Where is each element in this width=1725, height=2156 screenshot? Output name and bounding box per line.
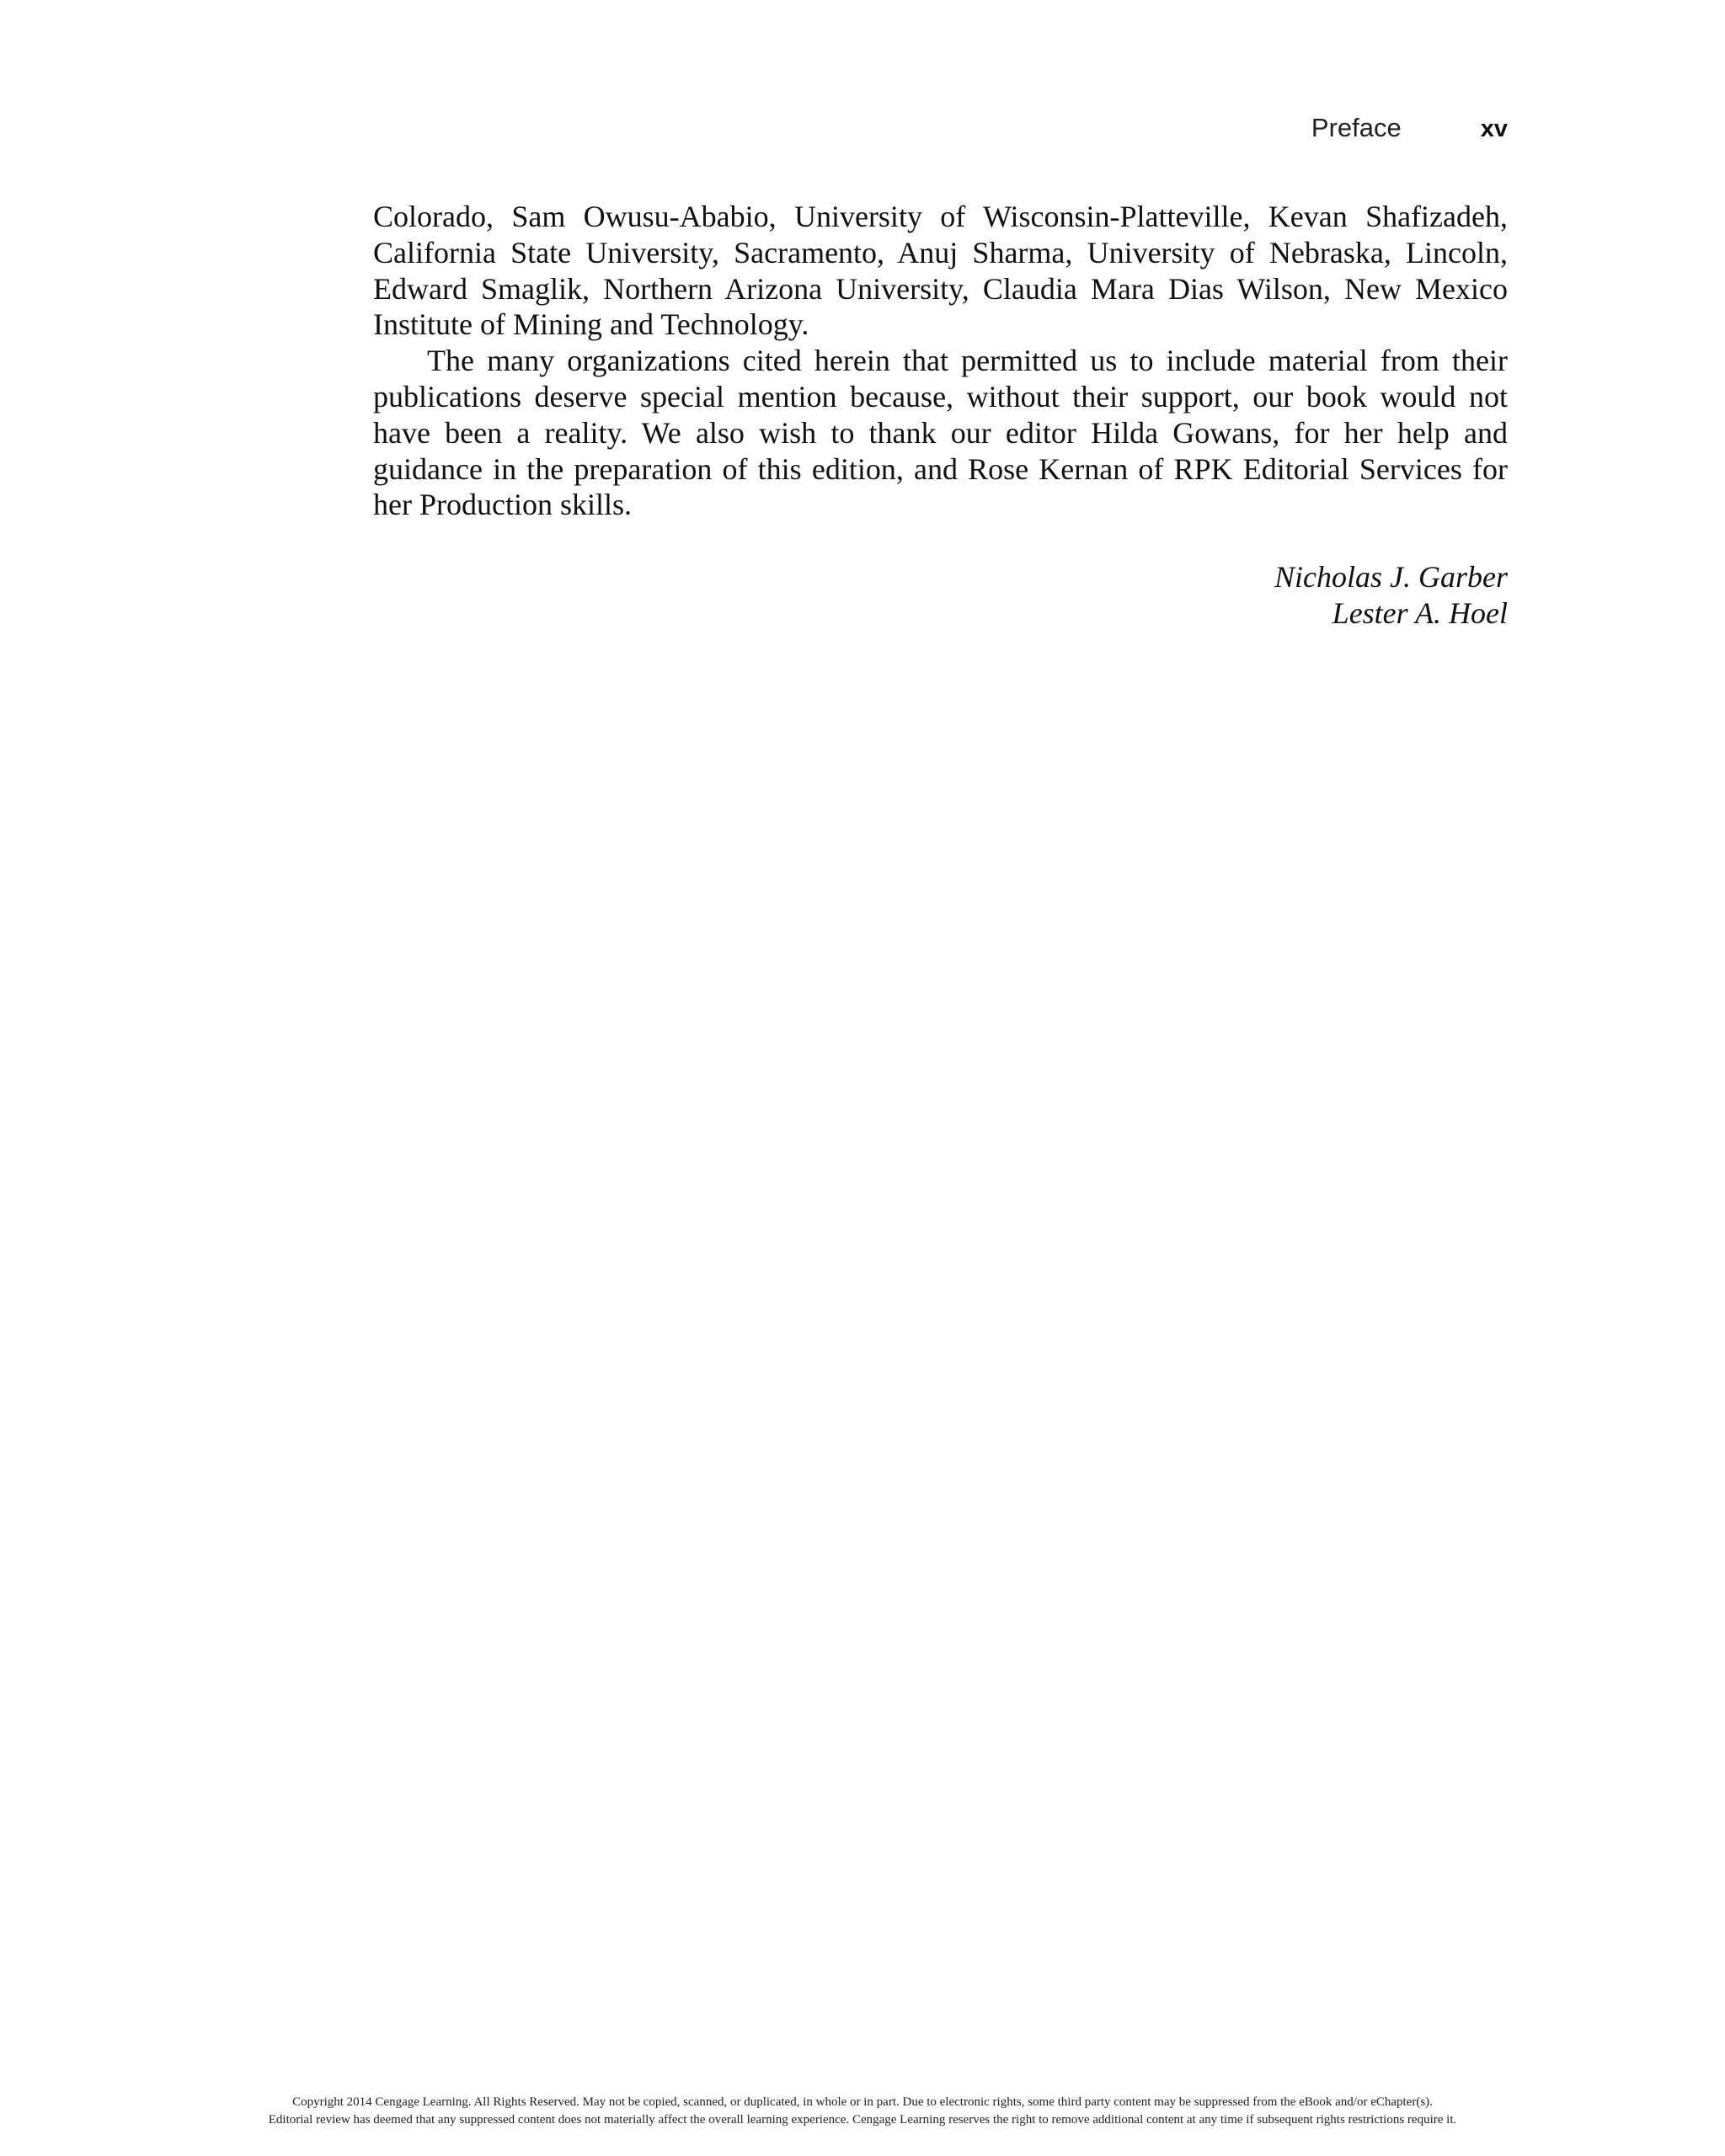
copyright-line-2: Editorial review has deemed that any suppressed content does not materially affect the overall learning experience. Cengage Learning reserves the right to remove additional content at any time if subsequent rights restrictions require it. (268, 2113, 1457, 2127)
paragraph-continuation: Colorado, Sam Owusu-Ababio, University of Wisconsin-Platteville, Kevan Shafizadeh, California State University, Sacramento, Anuj Sharma, University of Nebraska, Lincoln, Edward Smaglik, Northern Arizona University, Claudia Mara Dias Wilson, New Mexico Institute of Mining and Technology. (373, 200, 1508, 342)
preface-body (373, 199, 1508, 632)
signature-block (373, 559, 1508, 632)
running-head-section: Preface (1311, 113, 1402, 142)
paragraph-acknowledgements: The many organizations cited herein that permitted us to include material from their publications deserve special mention because, without their support, our book would not have been a reality. We also wish to thank our editor Hilda Gowans, for her help and guidance in the preparation of this edition, and Rose Kernan of RPK Editorial Services for her Production skills. (373, 344, 1508, 522)
page-number: xv (1480, 115, 1508, 142)
copyright-footer (0, 2094, 1725, 2129)
signature-author-2: Lester A. Hoel (1332, 595, 1508, 630)
copyright-line-1: Copyright 2014 Cengage Learning. All Rights Reserved. May not be copied, scanned, or duplicated, in whole or in part. Due to electronic rights, some third party content may be suppressed from the eBook and/or eChapter(s). (292, 2095, 1433, 2109)
running-head (1311, 113, 1508, 150)
signature-author-1: Nicholas J. Garber (1274, 560, 1508, 595)
